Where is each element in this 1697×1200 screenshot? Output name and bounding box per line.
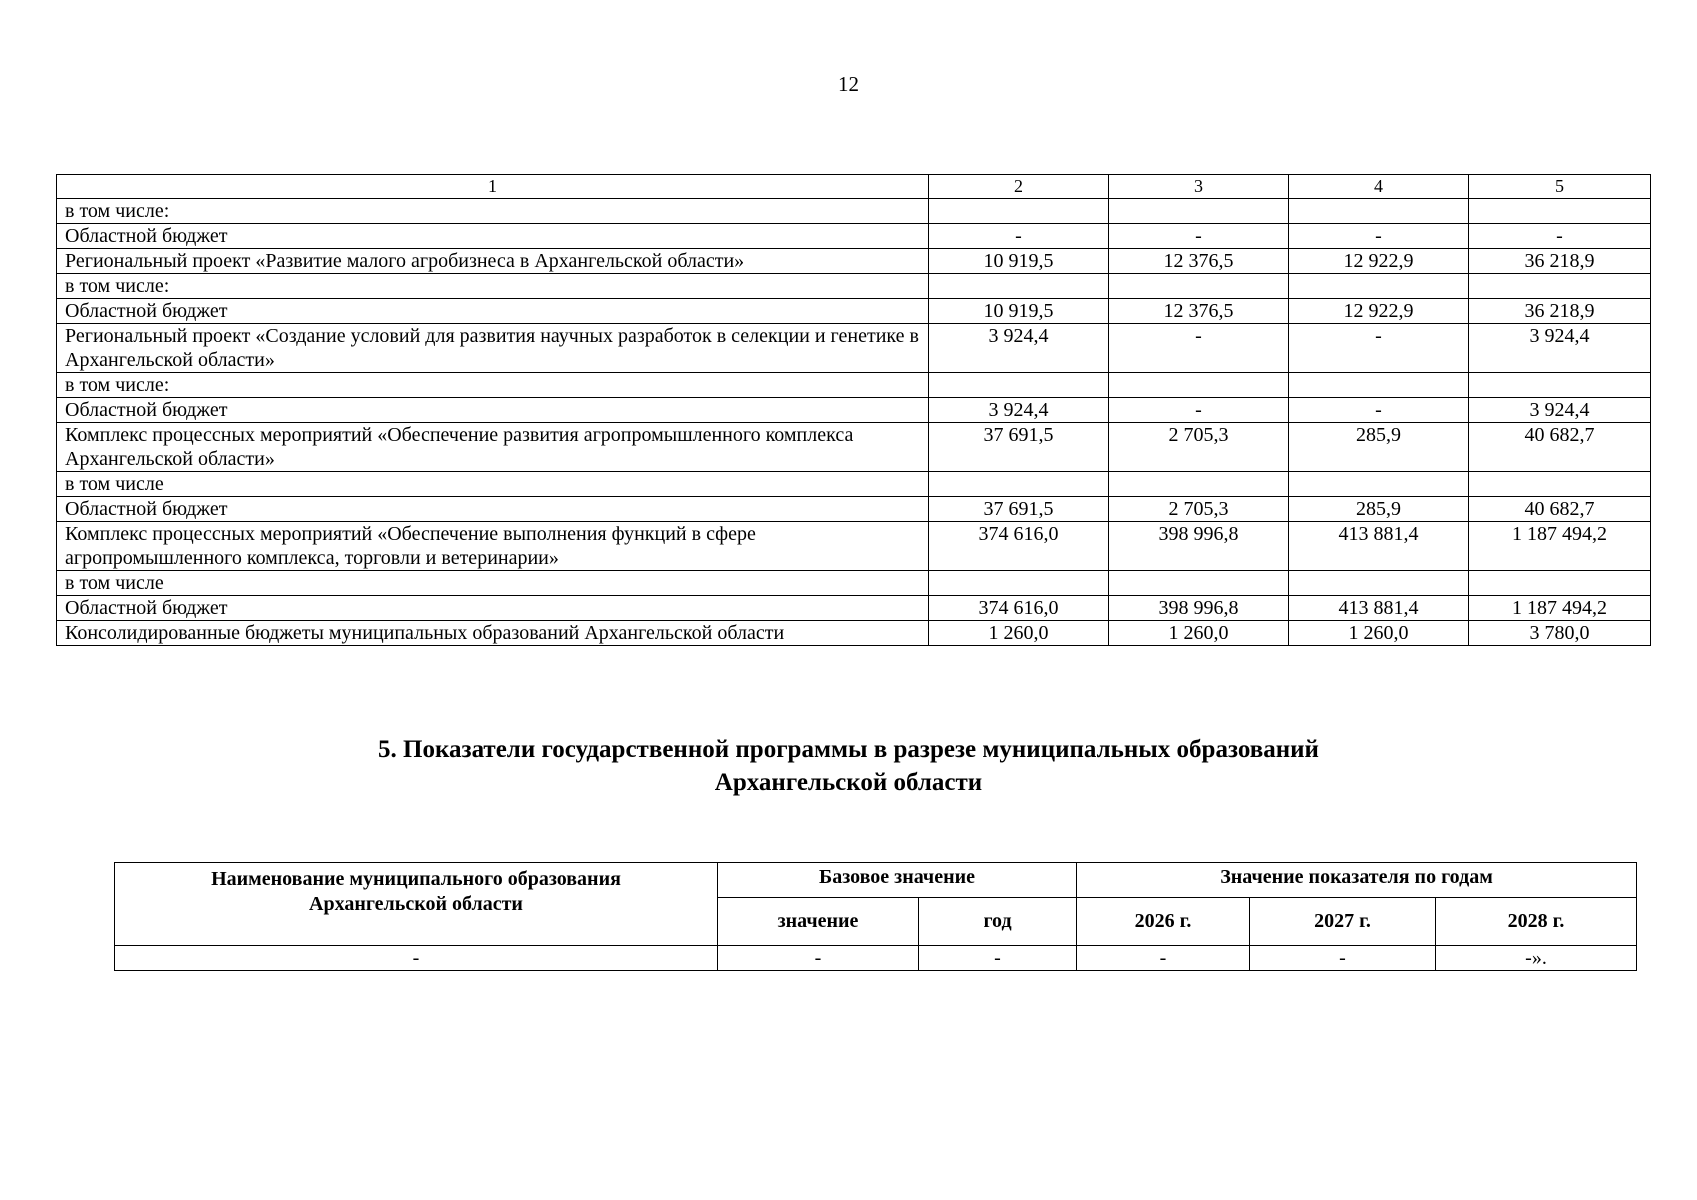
indicators-cell-2026: -	[1077, 946, 1250, 971]
finance-row-value-col-4	[1289, 274, 1469, 299]
finance-row-value-col-2: 10 919,5	[929, 249, 1109, 274]
finance-row-value-col-3: 12 376,5	[1109, 299, 1289, 324]
municipality-name-header-line-1: Наименование муниципального образования	[211, 868, 621, 890]
finance-row-value-col-2: -	[929, 224, 1109, 249]
municipality-name-header-line-2: Архангельской области	[309, 893, 523, 915]
finance-row-value-col-5: 36 218,9	[1469, 299, 1651, 324]
finance-row-label: в том числе	[57, 472, 929, 497]
finance-row-value-col-2: 3 924,4	[929, 398, 1109, 423]
finance-row-value-col-3	[1109, 373, 1289, 398]
finance-row-value-col-2: 1 260,0	[929, 621, 1109, 646]
finance-row-value-col-2	[929, 472, 1109, 497]
finance-row-value-col-4: 1 260,0	[1289, 621, 1469, 646]
finance-table-row	[57, 596, 1651, 621]
indicators-cell-base-year: -	[919, 946, 1077, 971]
finance-table-row	[57, 571, 1651, 596]
finance-row-value-col-5: 3 924,4	[1469, 324, 1651, 373]
finance-row-value-col-3: 398 996,8	[1109, 596, 1289, 621]
finance-row-value-col-5	[1469, 274, 1651, 299]
finance-row-value-col-2	[929, 199, 1109, 224]
finance-row-value-col-3: -	[1109, 398, 1289, 423]
finance-table-row	[57, 621, 1651, 646]
finance-row-value-col-3	[1109, 274, 1289, 299]
finance-row-value-col-5: 3 924,4	[1469, 398, 1651, 423]
finance-row-value-col-3: 2 705,3	[1109, 423, 1289, 472]
finance-row-value-col-5	[1469, 571, 1651, 596]
finance-row-value-col-5: 1 187 494,2	[1469, 596, 1651, 621]
finance-row-value-col-4: -	[1289, 224, 1469, 249]
base-value-subheader: значение	[718, 898, 919, 946]
finance-table-row	[57, 249, 1651, 274]
indicators-cell-base-value: -	[718, 946, 919, 971]
finance-row-value-col-3: 398 996,8	[1109, 522, 1289, 571]
finance-row-value-col-3: -	[1109, 324, 1289, 373]
finance-row-value-col-5: 1 187 494,2	[1469, 522, 1651, 571]
finance-row-value-col-2	[929, 373, 1109, 398]
finance-row-value-col-4: 12 922,9	[1289, 299, 1469, 324]
base-value-header: Базовое значение	[718, 863, 1077, 898]
finance-row-value-col-5: -	[1469, 224, 1651, 249]
finance-row-value-col-4: -	[1289, 398, 1469, 423]
finance-row-value-col-5: 40 682,7	[1469, 497, 1651, 522]
finance-row-value-col-5: 36 218,9	[1469, 249, 1651, 274]
finance-row-label: в том числе:	[57, 373, 929, 398]
finance-row-value-col-3	[1109, 571, 1289, 596]
section-title-line-2: Архангельской области	[714, 769, 983, 796]
finance-row-value-col-2: 374 616,0	[929, 522, 1109, 571]
finance-header-col-2: 2	[929, 175, 1109, 199]
finance-row-label: Комплекс процессных мероприятий «Обеспечение развития агропромышленного комплекса Архангельской области»	[57, 423, 929, 472]
finance-row-label: в том числе:	[57, 274, 929, 299]
finance-table-header-row	[57, 175, 1651, 199]
finance-row-label: в том числе:	[57, 199, 929, 224]
finance-table-row	[57, 373, 1651, 398]
finance-row-value-col-3	[1109, 199, 1289, 224]
finance-header-col-1: 1	[57, 175, 929, 199]
finance-row-value-col-2: 374 616,0	[929, 596, 1109, 621]
year-2026-header: 2026 г.	[1077, 898, 1250, 946]
finance-row-value-col-3	[1109, 472, 1289, 497]
finance-row-label: Комплекс процессных мероприятий «Обеспечение выполнения функций в сфере агропромышленного комплекса, торговли и ветеринарии»	[57, 522, 929, 571]
finance-row-value-col-5: 40 682,7	[1469, 423, 1651, 472]
finance-header-col-3: 3	[1109, 175, 1289, 199]
finance-table-row	[57, 274, 1651, 299]
finance-table-row	[57, 199, 1651, 224]
indicators-cell-2028: -».	[1436, 946, 1637, 971]
finance-row-value-col-4	[1289, 373, 1469, 398]
finance-table-row	[57, 472, 1651, 497]
finance-row-value-col-4: 413 881,4	[1289, 596, 1469, 621]
section-title	[0, 733, 1697, 799]
finance-row-value-col-3: 12 376,5	[1109, 249, 1289, 274]
municipality-name-header	[115, 863, 718, 946]
page-number: 12	[838, 72, 859, 96]
finance-row-label: в том числе	[57, 571, 929, 596]
finance-row-label: Областной бюджет	[57, 596, 929, 621]
finance-row-value-col-5	[1469, 199, 1651, 224]
yearly-values-header: Значение показателя по годам	[1077, 863, 1637, 898]
year-2027-header: 2027 г.	[1250, 898, 1436, 946]
indicators-cell-2027: -	[1250, 946, 1436, 971]
finance-table-row	[57, 299, 1651, 324]
year-2028-header: 2028 г.	[1436, 898, 1637, 946]
finance-row-value-col-2	[929, 274, 1109, 299]
finance-table-row	[57, 423, 1651, 472]
indicators-cell-name: -	[115, 946, 718, 971]
indicators-table	[114, 862, 1637, 971]
finance-row-value-col-4: 285,9	[1289, 497, 1469, 522]
finance-row-value-col-3: -	[1109, 224, 1289, 249]
finance-header-col-5: 5	[1469, 175, 1651, 199]
finance-row-value-col-2	[929, 571, 1109, 596]
indicators-header-row-1	[115, 863, 1637, 898]
finance-row-label: Областной бюджет	[57, 398, 929, 423]
finance-row-value-col-5: 3 780,0	[1469, 621, 1651, 646]
finance-row-value-col-3: 1 260,0	[1109, 621, 1289, 646]
section-title-line-1: 5. Показатели государственной программы в разрезе муниципальных образований	[378, 736, 1319, 763]
finance-row-label: Консолидированные бюджеты муниципальных образований Архангельской области	[57, 621, 929, 646]
finance-row-value-col-2: 37 691,5	[929, 423, 1109, 472]
finance-row-value-col-4: -	[1289, 324, 1469, 373]
finance-row-label: Областной бюджет	[57, 299, 929, 324]
finance-row-value-col-3: 2 705,3	[1109, 497, 1289, 522]
indicators-data-row	[115, 946, 1637, 971]
finance-row-value-col-2: 3 924,4	[929, 324, 1109, 373]
finance-header-col-4: 4	[1289, 175, 1469, 199]
finance-row-value-col-4	[1289, 472, 1469, 497]
finance-row-value-col-4	[1289, 571, 1469, 596]
finance-row-value-col-4	[1289, 199, 1469, 224]
finance-row-label: Областной бюджет	[57, 224, 929, 249]
finance-row-label: Региональный проект «Развитие малого агробизнеса в Архангельской области»	[57, 249, 929, 274]
finance-table-row	[57, 497, 1651, 522]
finance-table	[56, 174, 1651, 646]
finance-row-value-col-5	[1469, 472, 1651, 497]
finance-row-value-col-4: 285,9	[1289, 423, 1469, 472]
finance-table-row	[57, 522, 1651, 571]
base-year-subheader: год	[919, 898, 1077, 946]
finance-row-value-col-2: 10 919,5	[929, 299, 1109, 324]
finance-row-label: Областной бюджет	[57, 497, 929, 522]
finance-row-value-col-4: 12 922,9	[1289, 249, 1469, 274]
finance-row-label: Региональный проект «Создание условий для развития научных разработок в селекции и генетике в Архангельской области»	[57, 324, 929, 373]
finance-table-row	[57, 324, 1651, 373]
finance-row-value-col-4: 413 881,4	[1289, 522, 1469, 571]
finance-table-row	[57, 398, 1651, 423]
finance-table-row	[57, 224, 1651, 249]
finance-row-value-col-5	[1469, 373, 1651, 398]
finance-row-value-col-2: 37 691,5	[929, 497, 1109, 522]
